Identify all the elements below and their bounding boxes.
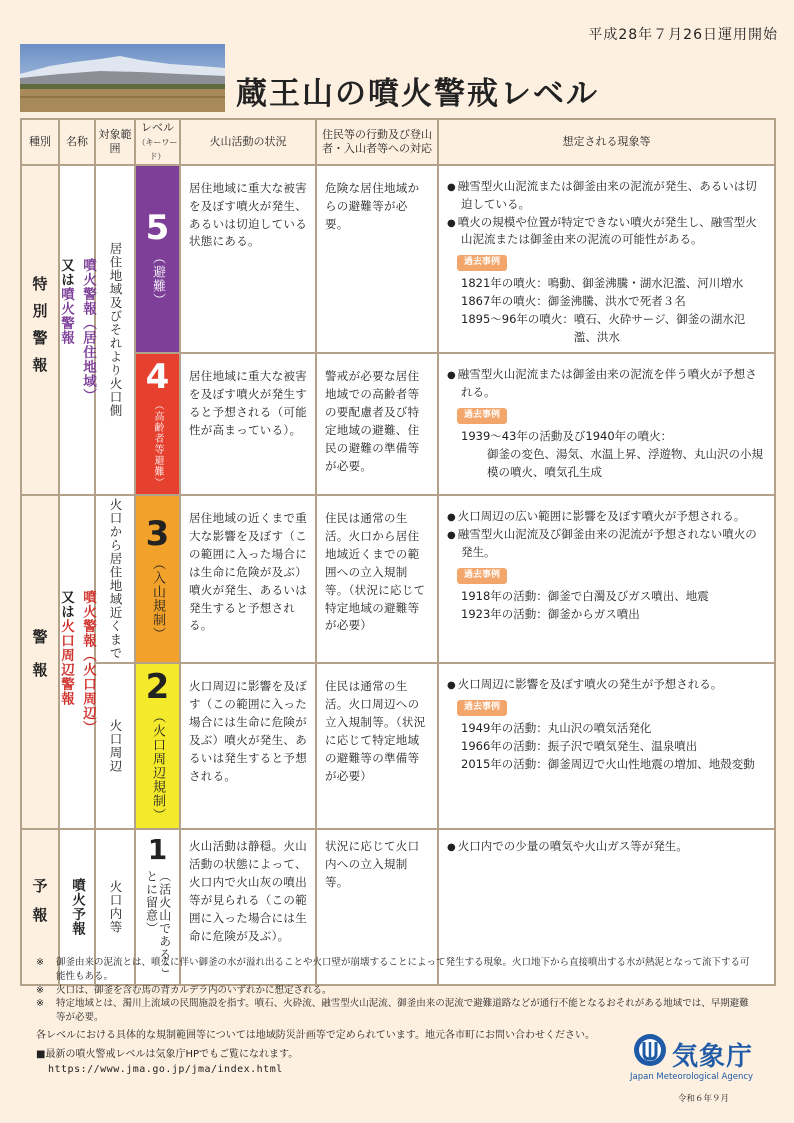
name-warning-col2 bbox=[56, 590, 76, 735]
level-4-past-badge: 過去事例 bbox=[457, 408, 507, 424]
table-row bbox=[21, 165, 775, 353]
level-3-keyword: （入山規制） bbox=[150, 557, 165, 642]
jma-logo bbox=[630, 1028, 760, 1088]
category-special-label: 特別警報 bbox=[30, 276, 49, 385]
event-desc: 御釜沸騰、洪水で死者３名 bbox=[547, 294, 686, 308]
name-warning-paren: （火口周辺） bbox=[80, 647, 96, 735]
name-special-col1 bbox=[78, 258, 98, 403]
level-4-phenomenon-1: ● 融雪型火山泥流または御釜由来の泥流を伴う噴火が予想される。 bbox=[447, 366, 766, 402]
level-1-activity-text: 火山活動は静穏。火山活動の状態によって、火口内で火山灰の噴出等が見られる（この範囲に入った場合には生命に危険が及ぶ）。 bbox=[181, 830, 315, 951]
name-warning-or: 又は bbox=[58, 589, 74, 619]
footnote-text: 火口は、御釜を含む馬の背カルデラ内のいずれかに想定される。 bbox=[56, 984, 332, 996]
jma-website-link[interactable]: https://www.jma.go.jp/jma/index.html bbox=[48, 1064, 283, 1075]
event-year: 1939～43年の活動及び1940年の噴火： bbox=[461, 429, 673, 443]
level-3-number: 3 bbox=[145, 514, 170, 555]
level-4-number: 4 bbox=[145, 357, 170, 398]
table-row bbox=[21, 353, 775, 495]
level-2-action bbox=[316, 663, 438, 829]
level-5-event bbox=[447, 311, 766, 347]
name-warning bbox=[59, 495, 95, 829]
level-4-activity-text: 居住地域に重大な被害を及ぼす噴火が発生すると予想される（可能性が高まっている）。 bbox=[181, 354, 315, 445]
level-3-past-badge: 過去事例 bbox=[457, 568, 507, 584]
footnote-mark: ※ bbox=[36, 998, 44, 1010]
level-3-phenomenon-1: ● 火口周辺の広い範囲に影響を及ぼす噴火が予想される。 bbox=[447, 508, 766, 526]
header-area: 対象範囲 bbox=[95, 119, 135, 165]
jma-logo-text: 気象庁 bbox=[672, 1042, 754, 1072]
name-special-alt: 噴火警報 bbox=[58, 286, 74, 345]
event-desc: 御釜周辺で火山性地震の増加、地殻変動 bbox=[547, 756, 755, 771]
level-2-past-badge: 過去事例 bbox=[457, 700, 507, 716]
level-5-past-badge: 過去事例 bbox=[457, 255, 507, 271]
level-5-phenomenon-2: ● 噴火の規模や位置が特定できない噴火が発生し、融雪型火山泥流または御釜由来の泥流の可能性がある。 bbox=[447, 214, 766, 250]
effective-date: 平成28年７月26日運用開始 bbox=[588, 27, 778, 43]
name-special-main: 噴火警報 bbox=[80, 257, 96, 316]
jma-logo-english: Japan Meteorological Agency bbox=[630, 1072, 754, 1082]
event-year: 1895～96年の噴火： bbox=[461, 311, 574, 326]
event-year: 1923年の活動： bbox=[461, 606, 548, 621]
level-2-event bbox=[447, 720, 766, 738]
level-3-activity-text: 居住地域の近くまで重大な影響を及ぼす（この範囲に入った場合には生命に危険が及ぶ）噴火が発生、あるいは発生すると予想される。 bbox=[181, 496, 315, 641]
event-year: 1867年の噴火： bbox=[461, 294, 548, 308]
event-desc: 振子沢で噴気発生、温泉噴出 bbox=[547, 739, 698, 753]
level-2-phenomena bbox=[438, 663, 775, 829]
level-5-action-text: 危険な居住地域からの避難等が必要。 bbox=[317, 166, 437, 239]
level-4-action-text: 警戒が必要な居住地域での高齢者等の要配慮者及び特定地域の避難、住民の避難の準備等が必要。 bbox=[317, 354, 437, 481]
level-2-activity-text: 火口周辺に影響を及ぼす（この範囲に入った場合には生命に危険が及ぶ）噴火が発生、あるいは発生すると予想される。 bbox=[181, 664, 315, 791]
footnote-text: 御釜由来の泥流とは、噴火に伴い御釜の水が溢れ出ることや火口壁が崩壊することによって発生する現象。火口地下から直接噴出する水が熱泥となって流下する可能性もある。 bbox=[56, 957, 750, 982]
header-activity: 火山活動の状況 bbox=[180, 119, 316, 165]
footnotes bbox=[36, 956, 756, 1025]
footnote bbox=[36, 997, 756, 1025]
level-3-event bbox=[447, 588, 766, 606]
level-3-phenomena bbox=[438, 495, 775, 663]
level-2-event bbox=[447, 756, 766, 774]
level-1-keyword: （活火山であることに留意） bbox=[144, 870, 172, 975]
level-5-cell bbox=[135, 165, 180, 353]
level-3-activity bbox=[180, 495, 316, 663]
header-level-label: レベル bbox=[141, 120, 174, 134]
level-2-phenomenon-1: ● 火口周辺に影響を及ぼす噴火の発生が予想される。 bbox=[447, 676, 766, 694]
level-2-event bbox=[447, 738, 766, 756]
level-5-event bbox=[447, 275, 766, 293]
level-4-action bbox=[316, 353, 438, 495]
level-5-activity bbox=[180, 165, 316, 353]
level-5-keyword: （避難） bbox=[150, 251, 165, 308]
level-5-action bbox=[316, 165, 438, 353]
level-1-number: 1 bbox=[147, 833, 168, 867]
name-special bbox=[59, 165, 95, 495]
event-desc: 鳴動、御釜沸騰・湖水氾濫、河川増水 bbox=[547, 276, 744, 291]
table-header-row bbox=[21, 119, 775, 165]
event-year: 1821年の噴火： bbox=[461, 276, 548, 291]
area-near bbox=[95, 495, 135, 663]
event-desc: 噴石、火砕サージ、御釜の湖水氾濫、洪水 bbox=[573, 311, 746, 344]
level-4-phenomena bbox=[438, 353, 775, 495]
event-desc: 御釜からガス噴出 bbox=[547, 606, 640, 621]
event-desc: 御釜で白濁及びガス噴出、地震 bbox=[547, 588, 709, 603]
header-level-keyword: （キーワード） bbox=[137, 137, 178, 162]
level-3-phenomenon-2: ● 融雪型火山泥流及び御釜由来の泥流が予想されない噴火の発生。 bbox=[447, 526, 766, 562]
level-3-action bbox=[316, 495, 438, 663]
jma-emblem-icon bbox=[632, 1032, 668, 1068]
level-3-event bbox=[447, 606, 766, 624]
level-1-phenomenon-1: ● 火口内での少量の噴気や火山ガス等が発生。 bbox=[447, 838, 766, 856]
level-4-keyword: （高齢者等避難） bbox=[152, 400, 163, 489]
level-4-event bbox=[447, 446, 766, 482]
area-residential-label: 居住地域及びそれより火口側 bbox=[108, 242, 123, 418]
event-year: 2015年の活動： bbox=[461, 756, 548, 771]
level-2-activity bbox=[180, 663, 316, 829]
website-notice: ■最新の噴火警戒レベルは気象庁HPでもご覧になれます。 bbox=[36, 1049, 299, 1060]
header-level bbox=[135, 119, 180, 165]
event-year: 1949年の活動： bbox=[461, 721, 548, 736]
page-title: 蔵王山の噴火警戒レベル bbox=[236, 76, 599, 112]
level-5-phenomena bbox=[438, 165, 775, 353]
footnote-mark: ※ bbox=[36, 957, 44, 968]
table-row bbox=[21, 495, 775, 663]
name-warning-col1 bbox=[78, 590, 98, 735]
level-2-action-text: 住民は通常の生活。火口周辺への立入規制等。（状況に応じて特定地域の避難等の準備等が必要） bbox=[317, 664, 437, 791]
name-forecast-label: 噴火予報 bbox=[69, 878, 85, 937]
mountain-landscape-image bbox=[20, 44, 225, 112]
header-name: 名称 bbox=[59, 119, 95, 165]
level-5-number: 5 bbox=[145, 208, 170, 249]
alert-level-table bbox=[20, 118, 776, 986]
level-5-phenomenon-1: ● 融雪型火山泥流または御釜由来の泥流が発生、あるいは切迫している。 bbox=[447, 178, 766, 214]
contact-notice: 各レベルにおける具体的な規制範囲等については地域防災計画等で定められています。地元各市町にお問い合わせください。 bbox=[36, 1030, 595, 1041]
footnote-mark: ※ bbox=[36, 984, 44, 996]
area-crater bbox=[95, 663, 135, 829]
footnote bbox=[36, 956, 756, 984]
level-2-cell bbox=[135, 663, 180, 829]
header-action: 住民等の行動及び登山者・入山者等への対応 bbox=[316, 119, 438, 165]
category-warning bbox=[21, 495, 59, 829]
event-year: 1918年の活動： bbox=[461, 588, 548, 603]
header-phenomena: 想定される現象等 bbox=[438, 119, 775, 165]
publication-date: 令和６年９月 bbox=[678, 1094, 730, 1104]
area-crater-label: 火口周辺 bbox=[108, 719, 123, 774]
name-special-col2 bbox=[56, 258, 76, 403]
level-2-keyword: （火口周辺規制） bbox=[150, 710, 165, 823]
level-4-activity bbox=[180, 353, 316, 495]
name-warning-main: 噴火警報 bbox=[80, 589, 96, 648]
level-1-action-text: 状況に応じて火口内への立入規制等。 bbox=[317, 830, 437, 897]
level-3-cell bbox=[135, 495, 180, 663]
area-residential bbox=[95, 165, 135, 495]
level-2-number: 2 bbox=[145, 667, 170, 708]
category-forecast-label: 予報 bbox=[30, 878, 49, 937]
level-3-action-text: 住民は通常の生活。火口から居住地域近くまでの範囲への立入規制等。（状況に応じて特定地域の避難等が必要） bbox=[317, 496, 437, 641]
category-warning-label: 警報 bbox=[30, 629, 49, 696]
header-type: 種別 bbox=[21, 119, 59, 165]
event-desc: 御釜の変色、湯気、水温上昇、浮遊物、丸山沢の小規模の噴火、噴気孔生成 bbox=[487, 446, 763, 479]
level-5-activity-text: 居住地域に重大な被害を及ぼす噴火が発生、あるいは切迫している状態にある。 bbox=[181, 166, 315, 257]
name-special-or: 又は bbox=[58, 257, 74, 287]
event-year: 1966年の活動： bbox=[461, 739, 548, 753]
footnote-text: 特定地域とは、濁川上流域の民間施設を指す。噴石、火砕流、融雪型火山泥流、御釜由来の泥流で避難道路などが通行不能となるおそれがある地域では、早期避難等が必要。 bbox=[56, 998, 749, 1024]
table-row bbox=[21, 663, 775, 829]
category-special bbox=[21, 165, 59, 495]
name-special-paren: （居住地域） bbox=[80, 315, 96, 403]
area-crater-inside-label: 火口内等 bbox=[108, 880, 123, 935]
level-4-event bbox=[447, 428, 766, 446]
level-4-cell bbox=[135, 353, 180, 495]
level-5-event bbox=[447, 293, 766, 311]
mountain-photo bbox=[20, 44, 225, 112]
footnote bbox=[36, 984, 756, 998]
name-warning-alt: 火口周辺警報 bbox=[58, 618, 74, 706]
event-desc: 丸山沢の噴気活発化 bbox=[547, 721, 652, 736]
area-near-label: 火口から居住地域近くまで bbox=[108, 498, 123, 661]
